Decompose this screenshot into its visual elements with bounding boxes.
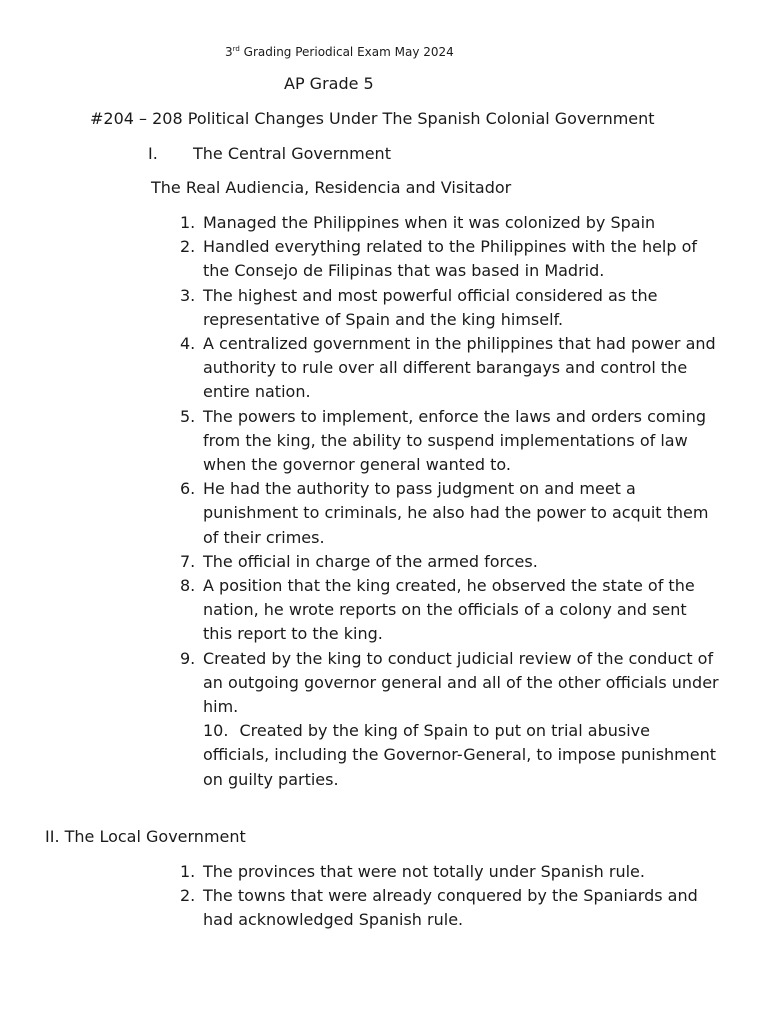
list-item <box>180 405 720 478</box>
item-number: 1. <box>180 862 196 881</box>
item-text: The provinces that were not totally under Spanish rule. <box>203 862 645 881</box>
section-local-government-heading: II. The Local Government <box>45 827 246 846</box>
item-text: A position that the king created, he observed the state of the nation, he wrote reports on the officials of a colony and sent this report to the king. <box>203 576 695 644</box>
local-government-list <box>180 860 720 933</box>
section-title: The Central Government <box>193 144 391 163</box>
list-item <box>180 647 720 720</box>
list-item <box>180 477 720 550</box>
item-text: A centralized government in the philippines that had power and authority to rule over all different barangays and control the entire nation. <box>203 334 716 402</box>
list-item <box>180 550 720 574</box>
grade-heading: AP Grade 5 <box>284 74 374 93</box>
list-item <box>180 719 720 792</box>
item-number: 5. <box>180 406 196 426</box>
item-text: Handled everything related to the Philippines with the help of the Consejo de Filipinas that was based in Madrid. <box>203 237 698 281</box>
central-government-list <box>180 211 720 792</box>
list-item <box>180 235 720 283</box>
item-number: 6. <box>180 479 196 499</box>
item-text: He had the authority to pass judgment on and meet a punishment to criminals, he also had the power to acquit them of their crimes. <box>203 479 709 547</box>
item-text: The highest and most powerful official considered as the representative of Spain and the king himself. <box>203 285 658 329</box>
item-text: Created by the king of Spain to put on trial abusive officials, including the Governor-General, to impose punishment on guilty parties. <box>203 721 717 789</box>
list-item <box>180 332 720 405</box>
exam-ordinal-suffix: rd <box>232 45 240 53</box>
item-number: 4. <box>180 334 196 354</box>
list-item <box>180 884 720 932</box>
list-item <box>180 860 720 884</box>
item-number: 7. <box>180 551 196 571</box>
exam-title <box>225 44 454 60</box>
item-text: The powers to implement, enforce the laws and orders coming from the king, the ability to suspend implementations of law when the governor general wanted to. <box>203 406 707 475</box>
item-text: The official in charge of the armed forces. <box>203 551 538 571</box>
item-text: Created by the king to conduct judicial review of the conduct of an outgoing governor general and all of the other officials under him. <box>203 648 719 717</box>
exam-title-text: Grading Periodical Exam May 2024 <box>239 45 454 59</box>
section-roman-numeral: I. <box>148 144 158 163</box>
item-number: 8. <box>180 576 196 596</box>
item-number: 2. <box>180 237 196 257</box>
list-item <box>180 211 720 235</box>
item-text: The towns that were already conquered by the Spaniards and had acknowledged Spanish rule. <box>203 886 698 930</box>
item-number: 1. <box>180 213 196 232</box>
item-number: 9. <box>180 648 196 668</box>
item-text: Managed the Philippines when it was colonized by Spain <box>203 213 656 232</box>
item-number: 10. <box>203 721 229 741</box>
list-item <box>180 574 720 647</box>
section-subheading: The Real Audiencia, Residencia and Visitador <box>151 178 512 197</box>
exam-ordinal: 3 <box>225 45 233 59</box>
section-central-government-heading <box>148 144 391 164</box>
lesson-title: #204 – 208 Political Changes Under The Spanish Colonial Government <box>90 109 655 128</box>
item-number: 3. <box>180 285 196 305</box>
list-item <box>180 284 720 332</box>
item-number: 2. <box>180 886 196 906</box>
